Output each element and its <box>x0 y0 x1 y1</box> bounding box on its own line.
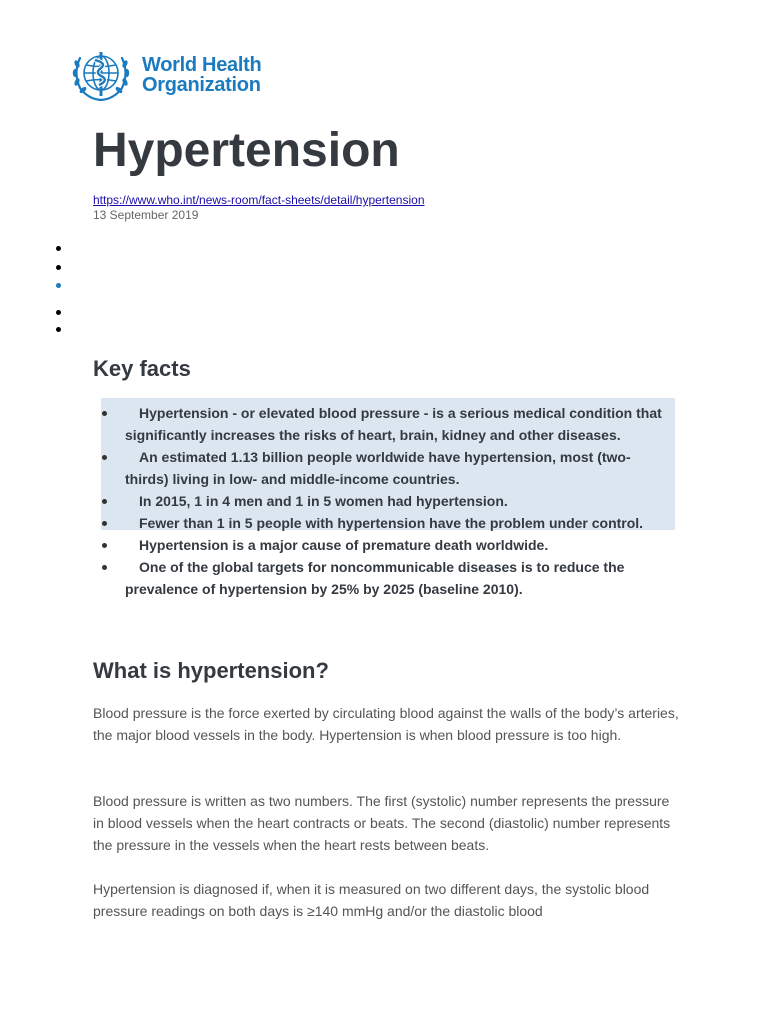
list-item: Fewer than 1 in 5 people with hypertension have the problem under control. <box>101 512 671 534</box>
key-facts-list <box>101 402 671 600</box>
org-name-line1: World Health <box>142 54 262 76</box>
who-logo[interactable] <box>70 46 270 104</box>
key-facts-heading: Key facts <box>93 356 191 381</box>
bullet-dot <box>56 246 61 251</box>
list-item: Hypertension - or elevated blood pressure - is a serious medical condition that significantly increases the risks of heart, brain, kidney and other diseases. <box>101 402 671 446</box>
list-item: Hypertension is a major cause of premature death worldwide. <box>101 534 671 556</box>
list-item: In 2015, 1 in 4 men and 1 in 5 women had hypertension. <box>101 490 671 512</box>
list-item: An estimated 1.13 billion people worldwide have hypertension, most (two-thirds) living in low- and middle-income countries. <box>101 446 671 490</box>
list-item: One of the global targets for noncommunicable diseases is to reduce the prevalence of hypertension by 25% by 2025 (baseline 2010). <box>101 556 671 600</box>
paragraph: Blood pressure is the force exerted by circulating blood against the walls of the body’s arteries, the major blood vessels in the body. Hypertension is when blood pressure is too high. <box>93 705 679 743</box>
page-title: Hypertension <box>93 124 400 177</box>
bullet-dot <box>56 265 61 270</box>
paragraph: Blood pressure is written as two numbers. The first (systolic) number represents the pressure in blood vessels when the heart contracts or beats. The second (diastolic) number represents the pressure in the vessels when the heart rests between beats. <box>93 793 671 853</box>
who-emblem-icon <box>70 46 132 104</box>
org-name <box>142 55 261 95</box>
publication-date: 13 September 2019 <box>93 208 199 222</box>
source-link[interactable]: https://www.who.int/news-room/fact-sheets/detail/hypertension <box>93 193 425 207</box>
org-name-line2: Organization <box>142 74 261 96</box>
bullet-dot <box>56 283 61 288</box>
bullet-dot <box>56 327 61 332</box>
what-is-heading: What is hypertension? <box>93 658 329 683</box>
paragraph: Hypertension is diagnosed if, when it is measured on two different days, the systolic blood pressure readings on both days is ≥140 mmHg and/or the diastolic blood <box>93 881 650 919</box>
bullet-dot <box>56 310 61 315</box>
